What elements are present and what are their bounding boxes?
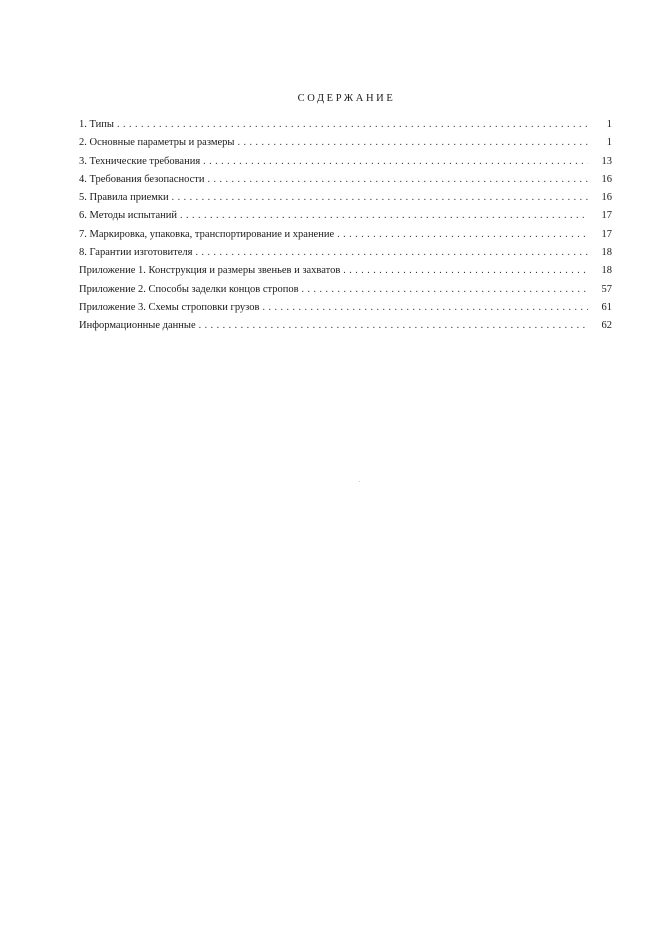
toc-entry xyxy=(79,262,612,280)
toc-entry xyxy=(79,317,612,335)
toc-leader-dots xyxy=(172,189,588,207)
toc-entry xyxy=(79,244,612,262)
toc-entry-page: 17 xyxy=(601,210,612,222)
toc-entry xyxy=(79,116,612,134)
toc-leader-dots xyxy=(302,281,588,299)
toc-leader-dots xyxy=(337,226,588,244)
toc-entry-label: 8. Гарантии изготовителя xyxy=(79,247,193,259)
toc-leader-dots xyxy=(207,171,588,189)
toc-leader-dots xyxy=(180,207,588,225)
toc-leader-dots xyxy=(203,153,588,171)
toc-entry-page: 16 xyxy=(601,192,612,204)
toc-entry-label: 1. Типы xyxy=(79,119,114,130)
toc-entry-label: Приложение 1. Конструкция и размеры звеньев и захватов xyxy=(79,265,341,277)
toc-entry-label: 2. Основные параметры и размеры xyxy=(79,137,235,149)
toc-entry-label: 5. Правила приемки xyxy=(79,192,169,204)
toc-leader-dots xyxy=(343,262,588,280)
toc-entry-label: 7. Маркировка, упаковка, транспортирование и хранение xyxy=(79,228,335,240)
toc-entry-label: 4. Требования безопасности xyxy=(79,173,205,185)
toc-leader-dots xyxy=(262,299,588,317)
scan-speck xyxy=(359,481,360,482)
toc-entry-page: 57 xyxy=(601,283,612,295)
toc-entry-label: Приложение 2. Способы заделки концов стропов xyxy=(79,283,299,295)
toc-entry-page: 62 xyxy=(601,320,612,332)
toc-entry xyxy=(79,189,612,207)
table-of-contents xyxy=(79,116,612,336)
toc-entry-page: 16 xyxy=(601,173,612,185)
toc-entry-label: Приложение 3. Схемы строповки грузов xyxy=(79,301,260,313)
toc-entry xyxy=(79,134,612,152)
toc-entry xyxy=(79,226,612,244)
toc-leader-dots xyxy=(195,244,588,262)
toc-entry xyxy=(79,281,612,299)
toc-leader-dots xyxy=(237,134,588,152)
toc-entry-page: 1 xyxy=(606,119,612,130)
toc-entry-page: 17 xyxy=(601,228,612,240)
toc-entry xyxy=(79,207,612,225)
toc-entry-page: 18 xyxy=(601,247,612,259)
toc-entry-label: Информационные данные xyxy=(79,320,196,332)
toc-entry-page: 13 xyxy=(601,155,612,167)
toc-entry-page: 61 xyxy=(601,301,612,313)
toc-entry xyxy=(79,153,612,171)
toc-title: СОДЕРЖАНИЕ xyxy=(297,93,396,104)
toc-leader-dots xyxy=(199,317,588,335)
toc-entry-page: 18 xyxy=(601,265,612,277)
toc-entry-page: 1 xyxy=(606,137,612,149)
toc-entry-label: 6. Методы испытаний xyxy=(79,210,177,222)
toc-leader-dots xyxy=(117,116,588,134)
toc-entry-label: 3. Технические требования xyxy=(79,155,201,167)
toc-entry xyxy=(79,171,612,189)
toc-entry xyxy=(79,299,612,317)
